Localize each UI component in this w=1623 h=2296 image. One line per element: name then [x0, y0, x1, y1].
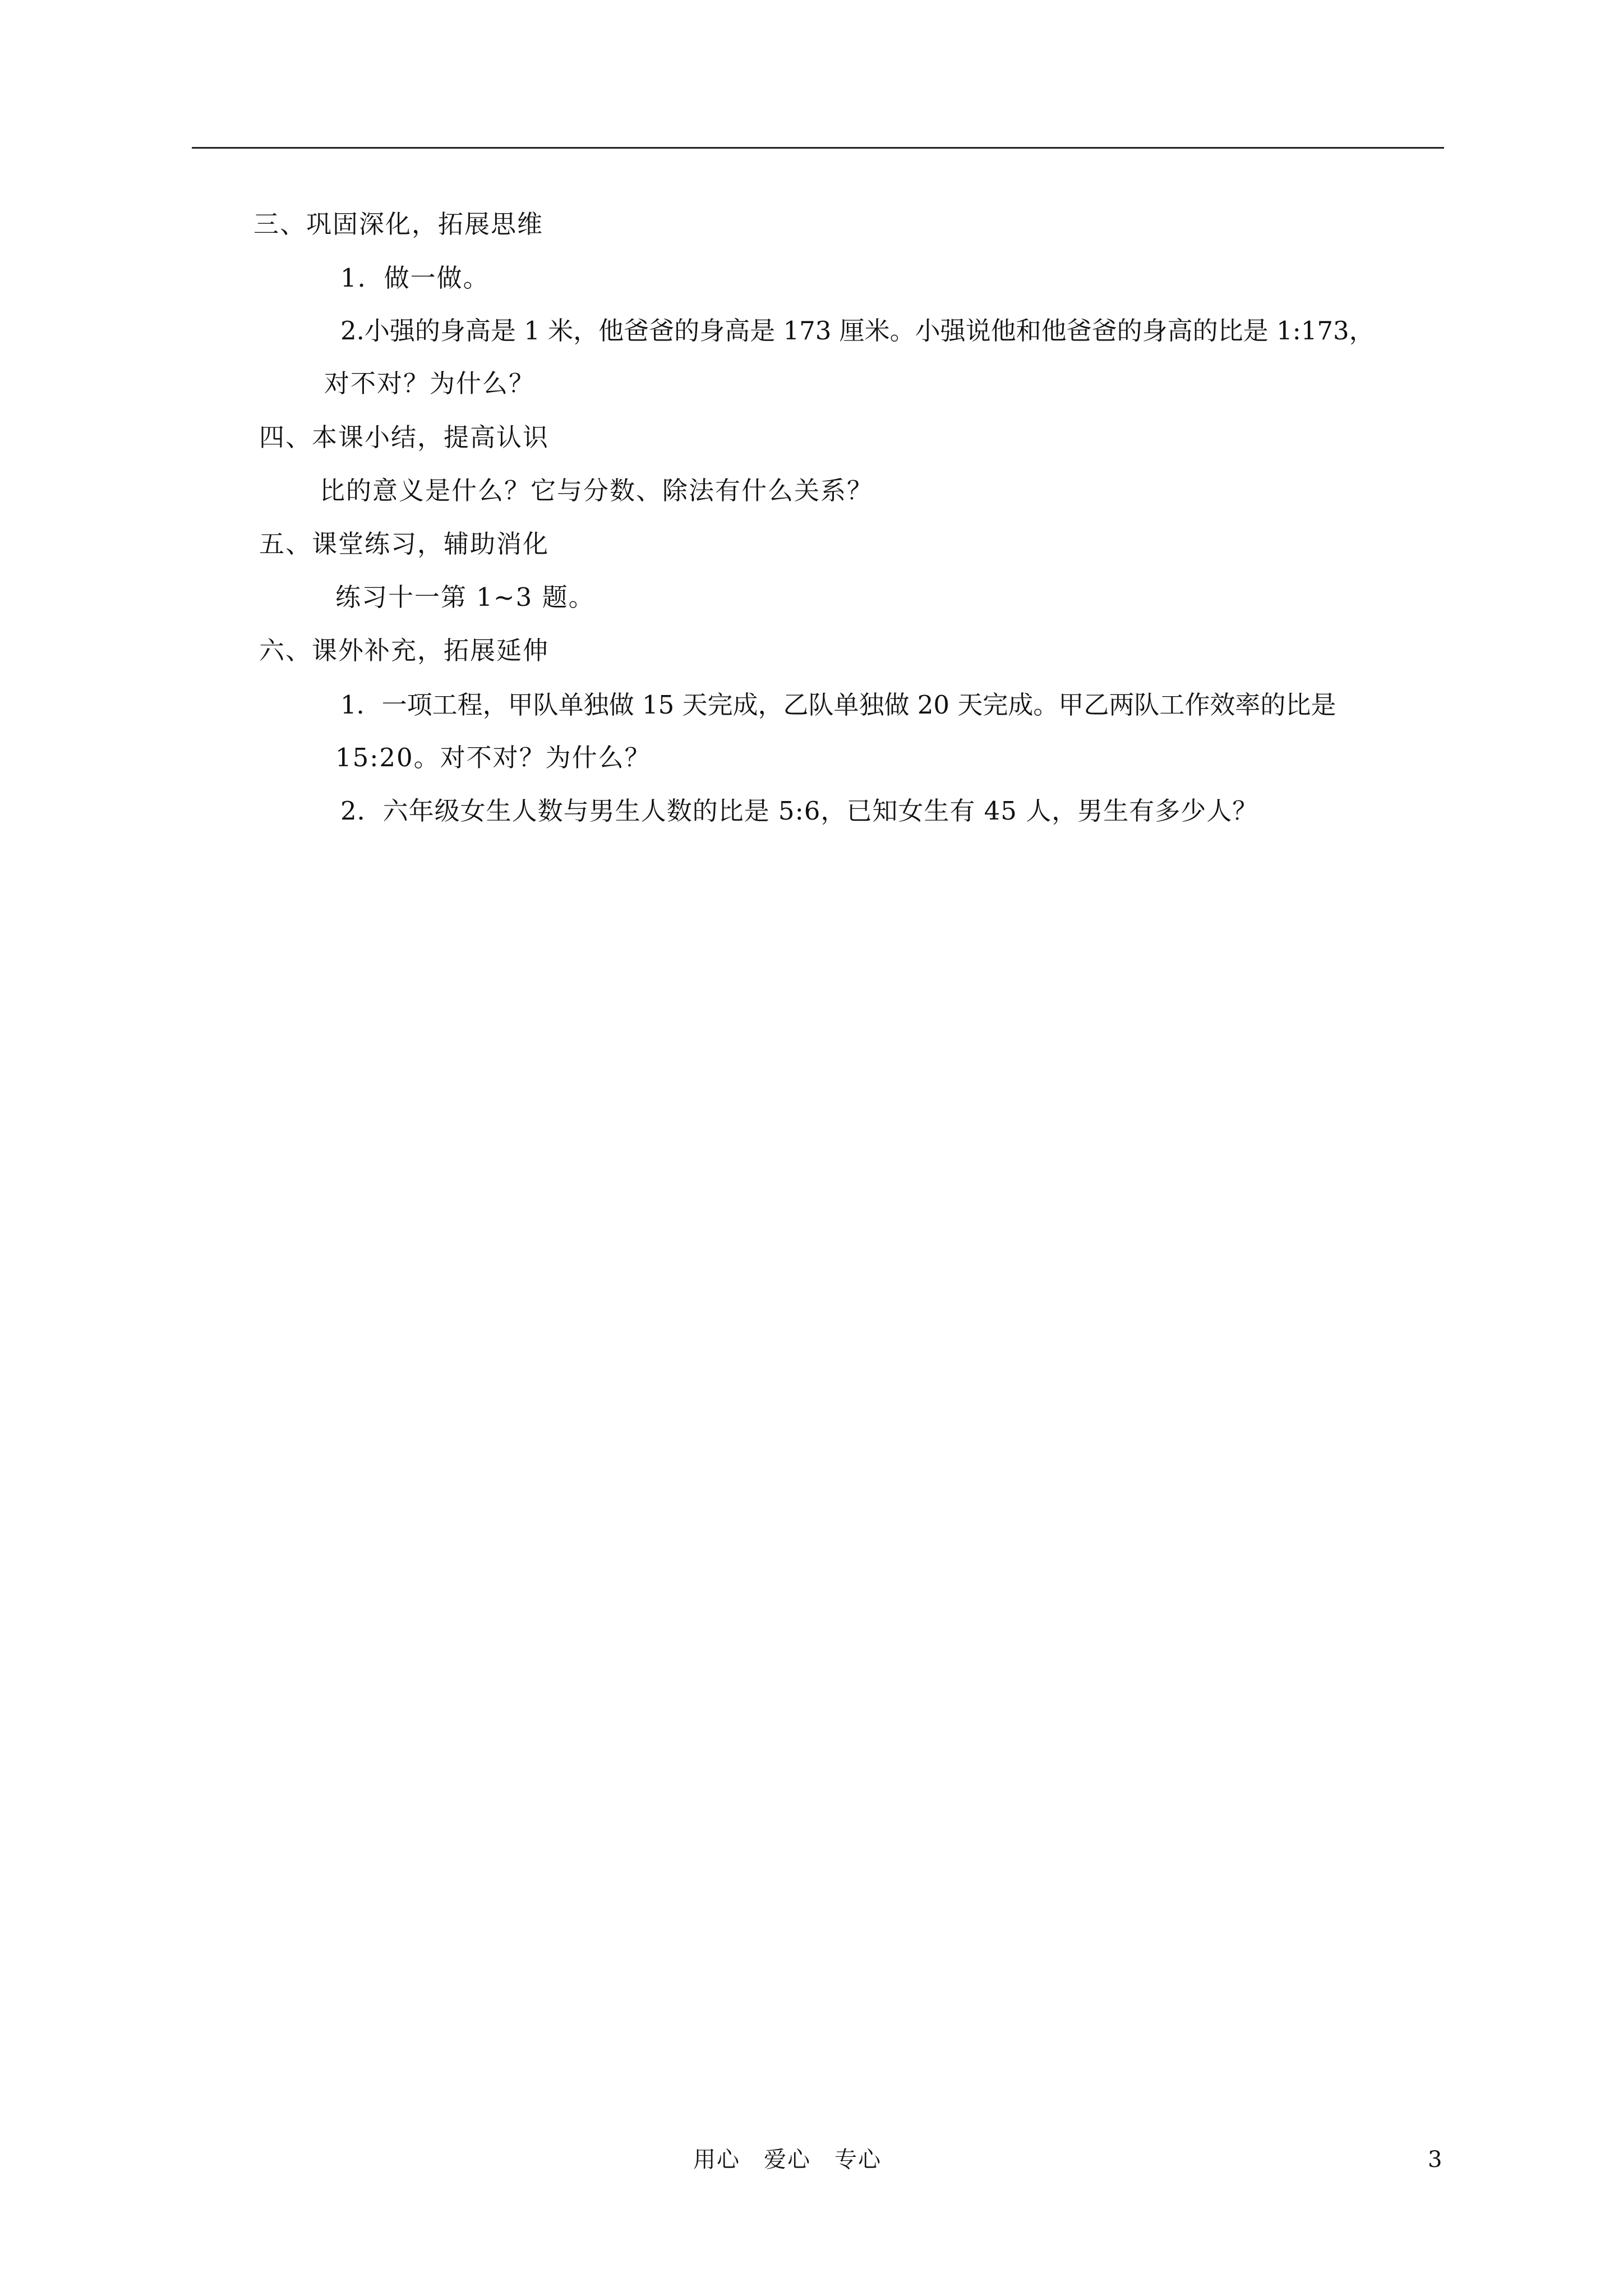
section-item: 练习十一第 1~3 题。 — [335, 582, 595, 612]
section-heading: 四、本课小结，提高认识 — [259, 422, 550, 452]
section-item: 15:20。对不对？为什么？ — [335, 743, 651, 772]
section-item: 1．一项工程，甲队单独做 15 天完成，乙队单独做 20 天完成。甲乙两队工作效率的比是 — [340, 690, 1336, 720]
section-heading: 五、课堂练习，辅助消化 — [259, 529, 550, 559]
section-item: 2.小强的身高是 1 米，他爸爸的身高是 173 厘米。小强说他和他爸爸的身高的比是 1:173， — [340, 316, 1375, 346]
section-heading: 三、巩固深化，拓展思维 — [253, 209, 544, 239]
section-heading: 六、课外补充，拓展延伸 — [259, 636, 550, 665]
footer-slogan: 用心 爱心 专心 — [693, 2147, 882, 2173]
header-rule — [192, 147, 1444, 149]
section-item: 比的意义是什么？它与分数、除法有什么关系？ — [320, 476, 874, 505]
section-item: 2．六年级女生人数与男生人数的比是 5:6，已知女生有 45 人，男生有多少人？ — [340, 796, 1258, 826]
section-item: 1．做一做。 — [340, 263, 490, 293]
section-item: 对不对？为什么？ — [324, 369, 536, 398]
page-number: 3 — [1428, 2147, 1442, 2173]
